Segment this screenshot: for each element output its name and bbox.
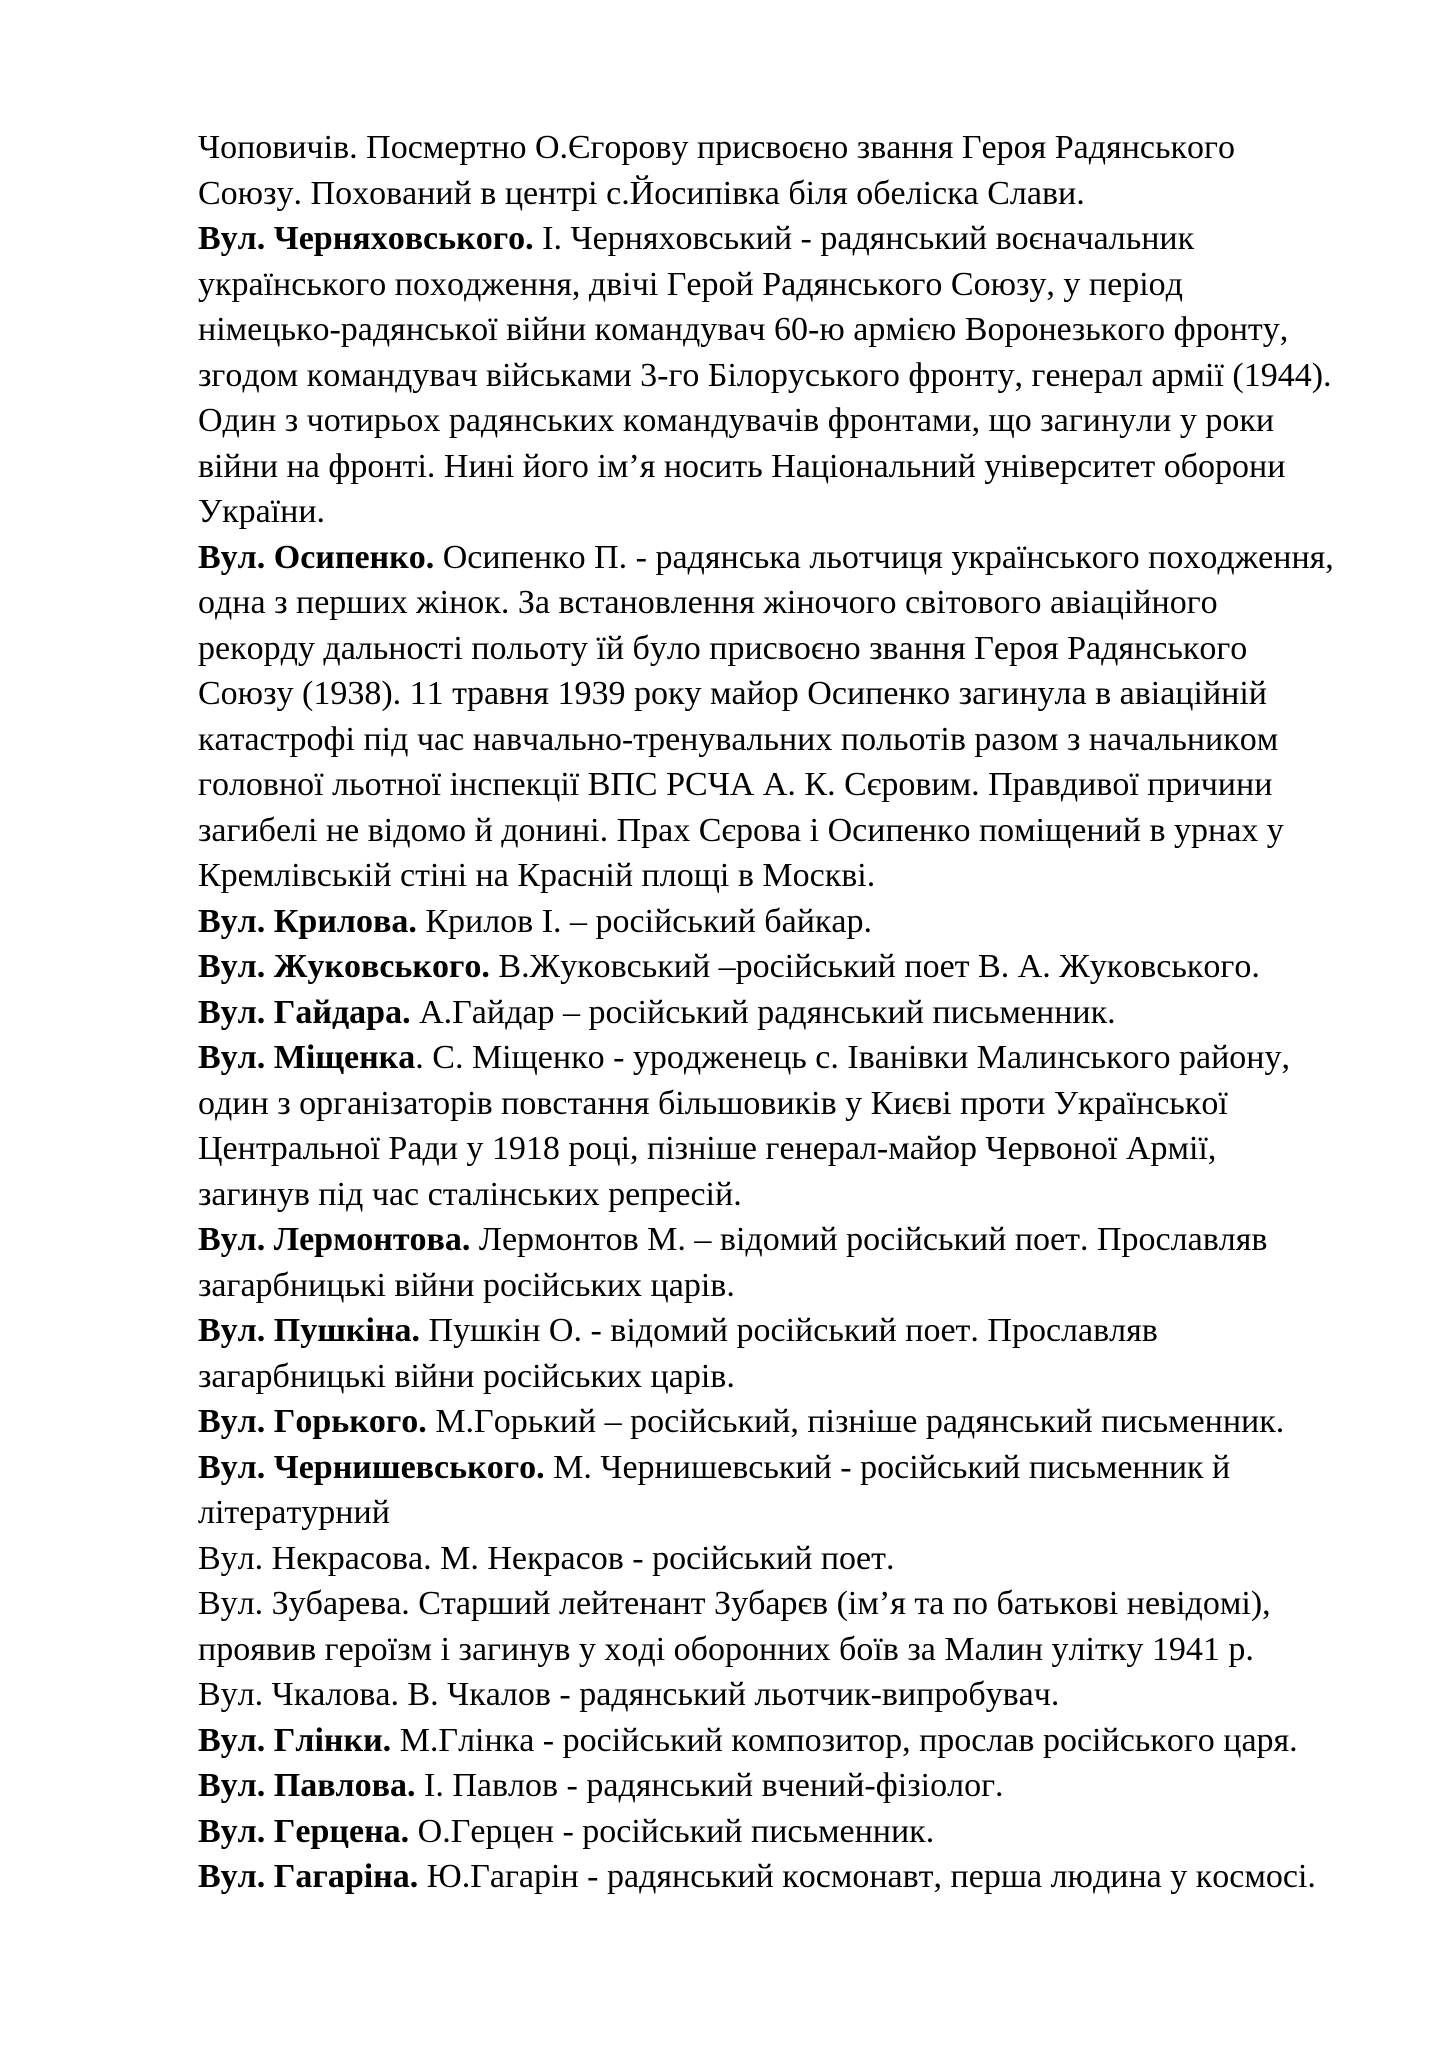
text-line: [198, 262, 1388, 308]
line-text: Крилов І. – російський байкар.: [416, 902, 872, 940]
line-text: Союзу (1938). 11 травня 1939 року майор Осипенко загинула в авіаційній: [198, 675, 1267, 712]
line-text: В.Жуковський –російський поет В. А. Жуковського.: [489, 948, 1260, 985]
text-line: [198, 1445, 1388, 1491]
line-text: головної льотної інспекції ВПС РСЧА А. К. Сєровим. Правдивої причини: [198, 766, 1273, 803]
line-text: А.Гайдар – російський радянський письменник.: [410, 993, 1116, 1031]
text-line: [198, 762, 1388, 808]
street-name-bold: Вул. Гагаріна.: [198, 1858, 419, 1895]
text-line: [198, 1308, 1388, 1354]
line-text: Чоповичів. Посмертно О.Єгорову присвоєно звання Героя Радянського: [198, 129, 1235, 166]
text-line: [198, 1354, 1388, 1400]
line-text: Ю.Гагарін - радянський космонавт, перша людина у космосі.: [418, 1858, 1316, 1895]
line-text: І. Черняховський - радянський воєначальник: [533, 220, 1195, 257]
text-line: [198, 717, 1388, 763]
street-name-bold: Вул. Горького.: [198, 1403, 427, 1440]
text-line: [198, 580, 1388, 626]
text-line: [198, 626, 1388, 672]
line-text: М.Глінка - російський композитор, прослав російського царя.: [391, 1721, 1298, 1759]
line-text: М.Горький – російський, пізніше радянський письменник.: [426, 1403, 1285, 1440]
line-text: Лермонтов М. – відомий російський поет. Прославляв: [470, 1221, 1268, 1258]
text-line: [198, 899, 1388, 945]
street-name-bold: Вул. Крилова.: [198, 902, 417, 940]
text-line: [198, 1399, 1388, 1445]
text-line: [198, 853, 1388, 899]
line-text: українського походження, двічі Герой Радянського Союзу, у період: [198, 265, 1183, 303]
line-text: України.: [198, 493, 326, 530]
text-line: [198, 1718, 1388, 1764]
text-line: [198, 1172, 1388, 1218]
text-line: [198, 398, 1388, 444]
street-name-bold: Вул. Черняховського.: [198, 220, 534, 257]
line-text: І. Павлов - радянський вчений-фізіолог.: [415, 1767, 1004, 1804]
line-text: загарбницькі війни російських царів.: [198, 1266, 735, 1304]
text-line: [198, 1081, 1388, 1127]
text-line: [198, 171, 1388, 217]
line-text: М. Чернишевський - російський письменник й: [544, 1448, 1231, 1486]
text-block: [198, 125, 1388, 1900]
text-line: [198, 1035, 1388, 1081]
line-text: Вул. Некрасова. М. Некрасов - російський поет.: [198, 1539, 895, 1577]
text-line: [198, 1854, 1388, 1900]
text-line: [198, 990, 1388, 1036]
line-text: Союзу. Похований в центрі с.Йосипівка біля обеліска Слави.: [198, 174, 1085, 212]
text-line: [198, 1809, 1388, 1855]
line-text: О.Герцен - російський письменник.: [409, 1812, 935, 1850]
text-line: [198, 1581, 1388, 1627]
line-text: німецько-радянської війни командувач 60-ю армією Воронезького фронту,: [198, 311, 1289, 348]
line-text: . С. Міщенко - уродженець с. Іванівки Малинського району,: [415, 1039, 1290, 1076]
line-text: один з організаторів повстання більшовиків у Києві проти Української: [198, 1084, 1228, 1122]
street-name-bold: Вул. Чернишевського.: [198, 1448, 545, 1486]
text-line: [198, 1126, 1388, 1172]
text-line: [198, 1490, 1388, 1536]
text-line: [198, 671, 1388, 717]
text-line: [198, 1536, 1388, 1582]
line-text: Осипенко П. - радянська льотчиця українського походження,: [434, 538, 1334, 576]
line-text: проявив героїзм і загинув у ході оборонних боїв за Малин улітку 1941 р.: [198, 1630, 1254, 1668]
line-text: рекорду дальності польоту їй було присвоєно звання Героя Радянського: [198, 629, 1248, 667]
line-text: Вул. Чкалова. В. Чкалов - радянський льотчик-випробувач.: [198, 1676, 1060, 1713]
line-text: війни на фронті. Нині його ім’я носить Національний університет оборони: [198, 447, 1286, 485]
line-text: загарбницькі війни російських царів.: [198, 1357, 735, 1395]
street-name-bold: Вул. Герцена.: [198, 1812, 410, 1850]
line-text: Пушкін О. - відомий російський поет. Прославляв: [420, 1312, 1158, 1349]
line-text: Вул. Зубарева. Старший лейтенант Зубарєв (ім’я та по батькові невідомі),: [198, 1585, 1271, 1622]
line-text: Кремлівській стіні на Красній площі в Москві.: [198, 857, 876, 894]
text-line: [198, 944, 1388, 990]
street-name-bold: Вул. Жуковського.: [198, 948, 490, 985]
text-line: [198, 1263, 1388, 1309]
line-text: літературний: [198, 1494, 390, 1531]
street-name-bold: Вул. Павлова.: [198, 1767, 416, 1804]
line-text: катастрофі під час навчально-тренувальних польотів разом з начальником: [198, 720, 1279, 758]
line-text: загинув під час сталінських репресій.: [198, 1175, 742, 1213]
line-text: згодом командувач військами 3-го Білоруського фронту, генерал армії (1944).: [198, 356, 1332, 394]
line-text: Один з чотирьох радянських командувачів фронтами, що загинули у роки: [198, 402, 1275, 439]
line-text: одна з перших жінок. За встановлення жіночого світового авіаційного: [198, 584, 1218, 621]
street-name-bold: Вул. Глінки.: [198, 1721, 392, 1759]
text-line: [198, 808, 1388, 854]
street-name-bold: Вул. Лермонтова.: [198, 1221, 471, 1258]
street-name-bold: Вул. Осипенко.: [198, 538, 435, 576]
line-text: загибелі не відомо й донині. Прах Сєрова і Осипенко поміщений в урнах у: [198, 811, 1284, 849]
text-line: [198, 1627, 1388, 1673]
street-name-bold: Вул. Міщенка: [198, 1039, 416, 1076]
text-line: [198, 1672, 1388, 1718]
text-line: [198, 444, 1388, 490]
line-text: Центральної Ради у 1918 році, пізніше генерал-майор Червоної Армії,: [198, 1130, 1217, 1167]
text-line: [198, 535, 1388, 581]
text-line: [198, 216, 1388, 262]
text-line: [198, 1763, 1388, 1809]
street-name-bold: Вул. Пушкіна.: [198, 1312, 421, 1349]
text-line: [198, 489, 1388, 535]
text-line: [198, 125, 1388, 171]
text-line: [198, 307, 1388, 353]
text-line: [198, 1217, 1388, 1263]
text-line: [198, 353, 1388, 399]
street-name-bold: Вул. Гайдара.: [198, 993, 411, 1031]
